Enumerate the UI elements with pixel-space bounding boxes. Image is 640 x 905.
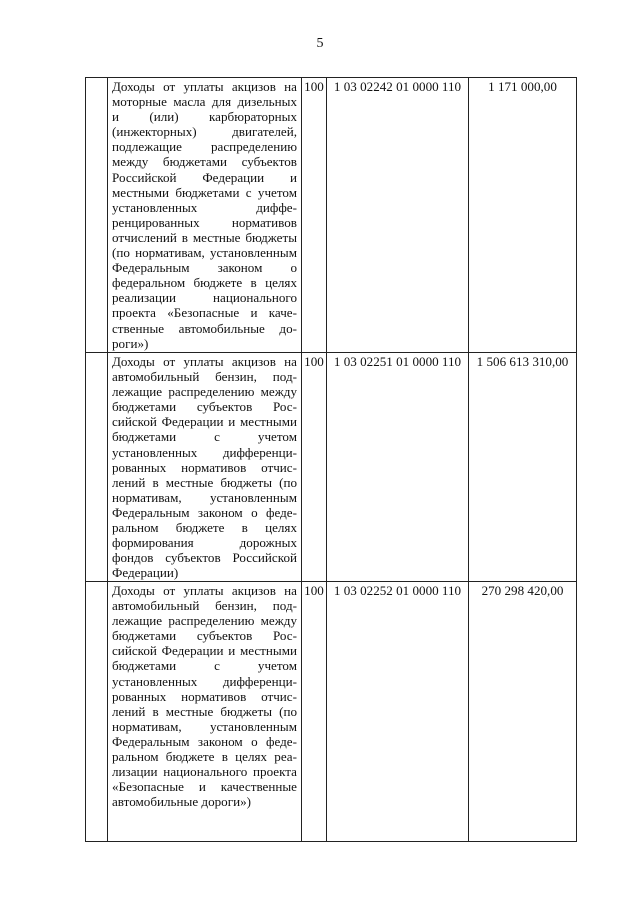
amount-cell: 1 171 000,00 bbox=[469, 78, 577, 353]
budget-classification-code-cell: 1 03 02242 01 0000 110 bbox=[327, 78, 469, 353]
page-number: 5 bbox=[316, 36, 324, 51]
table-row bbox=[86, 582, 577, 842]
table-row bbox=[86, 353, 577, 582]
budget-classification-code-cell: 1 03 02251 01 0000 110 bbox=[327, 353, 469, 582]
row-number-cell bbox=[86, 78, 108, 353]
admin-code-cell: 100 bbox=[302, 582, 327, 842]
row-number-cell bbox=[86, 582, 108, 842]
table-row bbox=[86, 78, 577, 353]
revenue-description-cell: Доходы от уплаты акцизов на моторные масла для дизельных и (или) карбюраторных (инжекторных) двигателей, подлежащие распределению между бюджетами субъектов Российской Федерации и местными бюджетами с учетом установленных дифференцированных нормативов отчислений в местные бюджеты (по нормативам, установленным Федеральным законом о федеральном бюджете в целях реализации национального проекта «Безопасные и качественные автомобильные дороги») bbox=[108, 78, 302, 353]
budget-classification-code-cell: 1 03 02252 01 0000 110 bbox=[327, 582, 469, 842]
amount-cell: 1 506 613 310,00 bbox=[469, 353, 577, 582]
revenue-description-cell: Доходы от уплаты акцизов на автомобильный бензин, подлежащие распределению между бюджетами субъектов Российской Федерации и местными бюджетами с учетом установленных дифференцированных нормативов отчислений в местные бюджеты (по нормативам, установленным Федеральным законом о федеральном бюджете в целях реализации национального проекта «Безопасные и качественные автомобильные дороги») bbox=[108, 582, 302, 842]
admin-code-cell: 100 bbox=[302, 78, 327, 353]
revenue-description-cell: Доходы от уплаты акцизов на автомобильный бензин, подлежащие распределению между бюджетами субъектов Российской Федерации и местными бюджетами с учетом установленных дифференцированных нормативов отчислений в местные бюджеты (по нормативам, установленным Федеральным законом о федеральном бюджете в целях формирования дорожных фондов субъектов Российской Федерации) bbox=[108, 353, 302, 582]
amount-cell: 270 298 420,00 bbox=[469, 582, 577, 842]
revenue-table bbox=[85, 77, 577, 842]
row-number-cell bbox=[86, 353, 108, 582]
admin-code-cell: 100 bbox=[302, 353, 327, 582]
